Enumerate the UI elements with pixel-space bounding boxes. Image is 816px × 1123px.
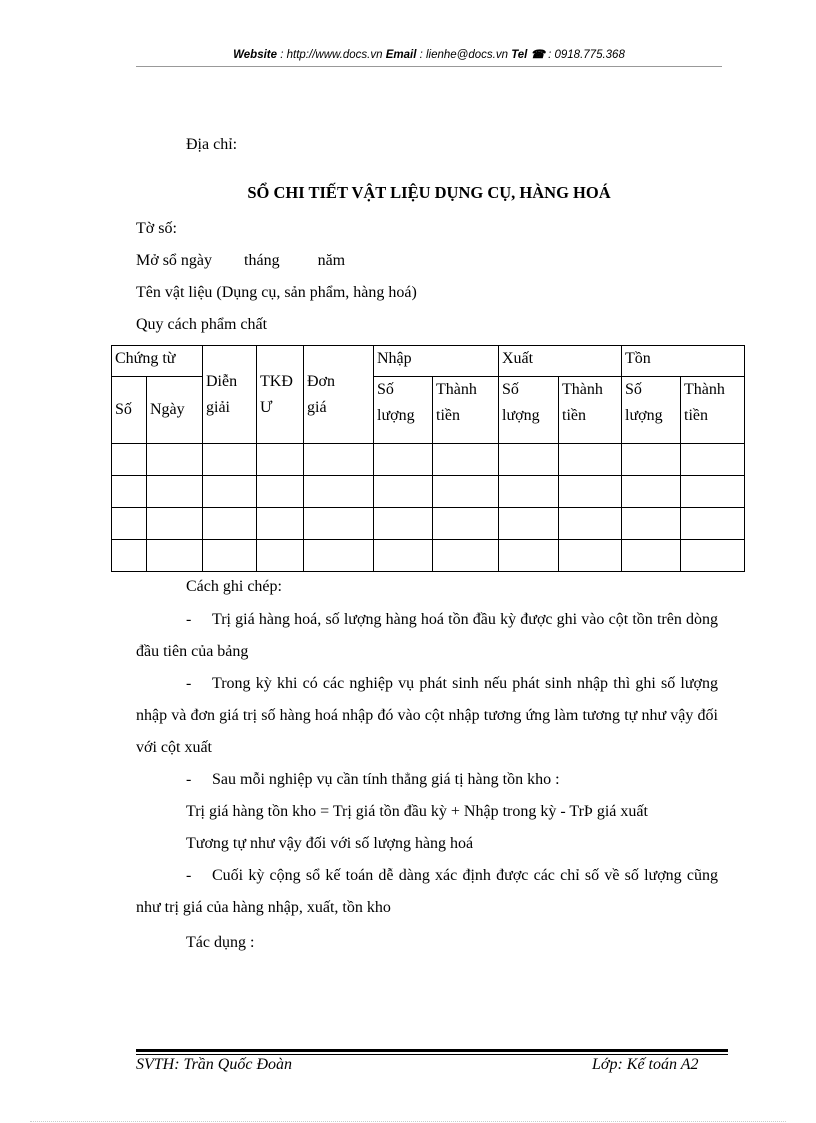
recording-method-label: Cách ghi chép:	[186, 578, 282, 595]
table-row	[112, 508, 745, 540]
open-date-label: Mở sổ ngày	[136, 252, 213, 269]
email-label: Email	[385, 49, 417, 61]
quality-spec-label: Quy cách phẩm chất	[136, 316, 268, 333]
page-bottom-border	[30, 1121, 786, 1122]
ledger-table	[111, 345, 745, 572]
page-title: SỔ CHI TIẾT VẬT LIỆU DỤNG CỤ, HÀNG HOÁ	[247, 183, 611, 202]
material-name-label: Tên vật liệu (Dụng cụ, sản phẩm, hàng hoá)	[136, 284, 417, 301]
year-label: năm	[317, 252, 346, 269]
footer-class: Lớp: Kế toán A2	[592, 1056, 699, 1073]
table-row	[112, 540, 745, 572]
export-header: Xuất	[499, 346, 622, 377]
description-header: Diễn giải	[203, 346, 257, 444]
tel-value: : 0918.775.368	[548, 49, 625, 61]
table-row	[112, 476, 745, 508]
voucher-date-header: Ngày	[147, 377, 203, 444]
email-value: : lienhe@docs.vn	[419, 49, 508, 61]
address-label: Địa chỉ:	[186, 136, 238, 153]
paragraph-1: - Trị giá hàng hoá, số lượng hàng hoá tồn đầu kỳ được ghi vào cột tồn trên dòng đầu tiên của bảng	[136, 611, 718, 660]
page-header	[136, 47, 722, 61]
website-label: Website	[233, 49, 278, 61]
import-quantity-header: Số lượng	[374, 377, 433, 444]
effect-label: Tác dụng :	[186, 934, 255, 951]
stock-header: Tồn	[622, 346, 745, 377]
export-amount-header: Thành tiền	[559, 377, 622, 444]
import-amount-header: Thành tiền	[433, 377, 499, 444]
footer-rule-thick	[136, 1049, 728, 1052]
voucher-number-header: Số	[112, 377, 147, 444]
account-header: TKĐ Ư	[257, 346, 304, 444]
tel-label: Tel ☎	[511, 49, 545, 61]
paragraph-4: - Cuối kỳ cộng sổ kế toán dễ dàng xác định được các chỉ số về số lượng cũng như trị giá của hàng nhập, xuất, tồn kho	[136, 867, 718, 916]
sheet-number-label: Tờ số:	[136, 220, 177, 237]
export-quantity-header: Số lượng	[499, 377, 559, 444]
month-label: tháng	[244, 252, 280, 269]
stock-quantity-header: Số lượng	[622, 377, 681, 444]
unit-price-header: Đơn giá	[304, 346, 374, 444]
formula-line: Trị giá hàng tồn kho = Trị giá tồn đầu kỳ + Nhập trong kỳ - TrÞ giá xuất	[186, 803, 648, 820]
paragraph-3: - Sau mỗi nghiệp vụ cần tính thẳng giá tị hàng tồn kho :	[186, 771, 560, 788]
open-date-line	[136, 252, 345, 270]
footer-author: SVTH: Trần Quốc Đoàn	[136, 1056, 293, 1073]
similar-line: Tương tự như vậy đối với số lượng hàng hoá	[186, 835, 474, 852]
stock-amount-header: Thành tiền	[681, 377, 745, 444]
website-value: : http://www.docs.vn	[280, 49, 383, 61]
voucher-header: Chứng từ	[112, 346, 203, 377]
header-rule	[136, 66, 722, 67]
paragraph-2: - Trong kỳ khi có các nghiệp vụ phát sinh nếu phát sinh nhập thì ghi số lượng nhập và đơn giá trị số hàng hoá nhập đó vào cột nhập tương ứng làm tương tự như vậy đối với cột xuất	[136, 675, 718, 756]
import-header: Nhập	[374, 346, 499, 377]
table-row	[112, 444, 745, 476]
footer-rule-thin	[136, 1054, 728, 1055]
